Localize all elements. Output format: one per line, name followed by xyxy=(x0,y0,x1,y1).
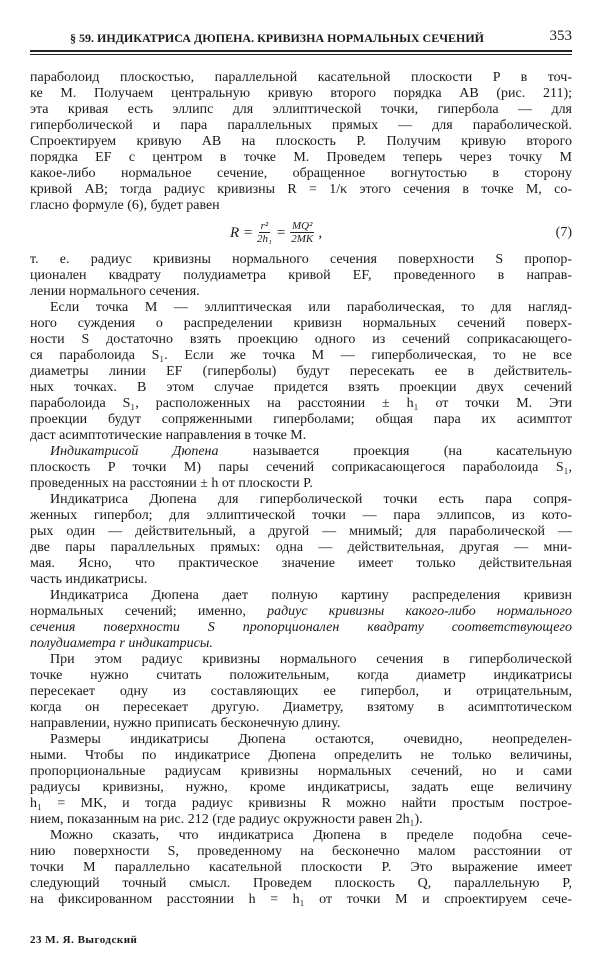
text-line: параболоид плоскостью, параллельной касательной плоскости P в точ- xyxy=(30,70,572,85)
denominator: 2MK xyxy=(291,233,314,245)
text-span: нормальных сечений; именно, xyxy=(30,604,268,619)
page-body xyxy=(30,70,572,908)
text-line: ными. Чтобы по индикатрисе Дюпена определить не только величины, xyxy=(30,748,572,763)
text-line: радиусы кривизны, нужно, кроме индикатрисы, задать еще величину xyxy=(30,780,572,795)
text-line: пересекает одну из составляющих ее гипербол, и отрицательным, xyxy=(30,684,572,699)
paragraph xyxy=(30,492,572,588)
text-line: гиперболической и пара параллельных прямых — для параболической. xyxy=(30,118,572,133)
text-line: h₁ = MK, и тогда радиус кривизны R можно найти простым построе- xyxy=(30,796,572,811)
paragraph xyxy=(30,588,572,652)
italic-text: Индикатрисой Дюпена xyxy=(50,444,219,459)
italic-text: радиус кривизны какого-либо нормального xyxy=(267,604,572,619)
paragraph xyxy=(30,828,572,908)
text-line: порядка EF с центром в точке M. Проведем теперь через точку M xyxy=(30,150,572,165)
denominator: 2h₁ xyxy=(257,233,272,245)
formula-7 xyxy=(30,214,572,252)
text-line: т. е. радиус кривизны нормального сечения поверхности S пропор- xyxy=(30,252,572,267)
numerator: MQ² xyxy=(292,220,313,232)
paragraph xyxy=(30,252,572,300)
text-line: кривой AB; тогда радиус кривизны R = 1/κ этого сечения в точке M, со- xyxy=(30,182,572,197)
text-line: мая. Ясно, что практическое значение имеет только действительная xyxy=(30,556,572,571)
text-line: Индикатриса Дюпена для гиперболической точки есть пара сопря- xyxy=(50,492,572,507)
text-line: Если точка M — эллиптическая или параболическая, то для нагляд- xyxy=(50,300,572,315)
text-line: Можно сказать, что индикатриса Дюпена в пределе подобна сече- xyxy=(50,828,572,843)
text-line: ке M. Получаем центральную кривую второго порядка AB (рис. 211); xyxy=(30,86,572,101)
page-number: 353 xyxy=(549,28,572,44)
text-line: две пары параллельных прямых: одна — действительная, другая — мни- xyxy=(30,540,572,555)
text-line: нию поверхности S, проведенному на бесконечно малом расстоянии от xyxy=(30,844,572,859)
text-line: когда он пересекает другую. Диаметру, взятому в асимптотическом xyxy=(30,700,572,715)
text-line xyxy=(30,444,572,460)
text-line: параболоида S₁, расположенных на расстоянии ± h₁ от точки M. Эти xyxy=(30,396,572,411)
text-line: проведенных на расстоянии ± h от плоскости P. xyxy=(30,476,313,491)
fraction xyxy=(257,220,272,245)
text-line: на фиксированном расстоянии h = h₁ от точки M и спроектируем сече- xyxy=(30,892,572,907)
text-line: женных гипербол; для эллиптической точки — пара эллипсов, из кото- xyxy=(30,508,572,523)
text-after-formula xyxy=(30,252,572,908)
text-line: ного суждения о распределении кривизн нормальных сечений поверх- xyxy=(30,316,572,331)
text-line xyxy=(30,636,572,652)
fraction xyxy=(290,220,314,245)
text-line: диаметры линии EF (гиперболы) будут пересекать ее в действитель- xyxy=(30,364,572,379)
text-line: следующий точный смысл. Проведем плоскость Q, параллельную P, xyxy=(30,876,572,891)
text-line: При этом радиус кривизны нормального сечения в гиперболической xyxy=(50,652,572,667)
formula-expression xyxy=(230,220,322,245)
text-line: даст асимптотические направления в точке M. xyxy=(30,428,307,443)
text-line: ционален квадрату полудиаметра кривой EF, проведенного в направ- xyxy=(30,268,572,283)
text-line: проекции будут сопряженными гиперболами; общая пара их асимптот xyxy=(30,412,572,427)
text-line: Размеры индикатрисы Дюпена остаются, очевидно, неопределен- xyxy=(50,732,572,747)
text-span: называется проекция (на касательную xyxy=(218,444,572,459)
text-line: ности S достаточно взять проекцию одного из сечений соприкасающего- xyxy=(30,332,572,347)
text-line: какое-либо нормальное сечение, обращенное вогнутостью в сторону xyxy=(30,166,572,181)
text-line: Спроектируем кривую AB на плоскость P. Получим кривую второго xyxy=(30,134,572,149)
text-line: точке нужно считать положительным, когда диаметр индикатрисы xyxy=(30,668,572,683)
text-line: точки M параллельно касательной плоскости P. Это выражение имеет xyxy=(30,860,572,875)
text-line: ся параболоида S₁. Если же точка M — гиперболическая, то не все xyxy=(30,348,572,363)
header-rule xyxy=(30,50,572,55)
paragraph xyxy=(30,70,572,214)
text-line: ных точках. В этом случае придется взять проекции двух сечений xyxy=(30,380,572,395)
text-line: гласно формуле (6), будет равен xyxy=(30,198,220,213)
paragraph xyxy=(30,300,572,444)
italic-text: полудиаметра r индикатрисы. xyxy=(30,636,213,651)
italic-text: сечения поверхности S пропорционален квадрату соответствующего xyxy=(30,620,572,635)
text-line xyxy=(30,620,572,636)
text-line: направлении, нужно приписать бесконечную длину. xyxy=(30,716,341,731)
footer-signature: 23 М. Я. Выгодский xyxy=(30,934,138,946)
paragraph xyxy=(30,732,572,828)
equals-sign: = xyxy=(275,224,286,241)
text-line: пропорциональные радиусам кривизны нормальных сечений, но и сами xyxy=(30,764,572,779)
paragraph xyxy=(30,444,572,492)
text-line: часть индикатрисы. xyxy=(30,572,148,587)
text-before-formula xyxy=(30,70,572,214)
formula-lhs: R = xyxy=(230,224,254,241)
paragraph xyxy=(30,652,572,732)
numerator: r² xyxy=(260,220,269,232)
text-line: эта кривая есть эллипс для эллиптической точки, гипербола — для xyxy=(30,102,572,117)
text-line: плоскость P точки M) пары сечений соприкасающегося параболоида S₁, xyxy=(30,460,572,475)
formula-comma: , xyxy=(318,224,323,241)
text-line: лении нормального сечения. xyxy=(30,284,200,299)
text-line: рых один — действительный, а другой — мнимый; для параболической — xyxy=(30,524,572,539)
equation-number: (7) xyxy=(555,225,572,240)
text-line xyxy=(30,604,572,620)
chapter-title: § 59. ИНДИКАТРИСА ДЮПЕНА. КРИВИЗНА НОРМАЛЬНЫХ СЕЧЕНИЙ xyxy=(70,31,485,45)
text-line: Индикатриса Дюпена дает полную картину распределения кривизн xyxy=(50,588,572,603)
text-line: нием, показанным на рис. 212 (где радиус окружности равен 2h₁). xyxy=(30,812,423,827)
running-header xyxy=(30,28,572,48)
